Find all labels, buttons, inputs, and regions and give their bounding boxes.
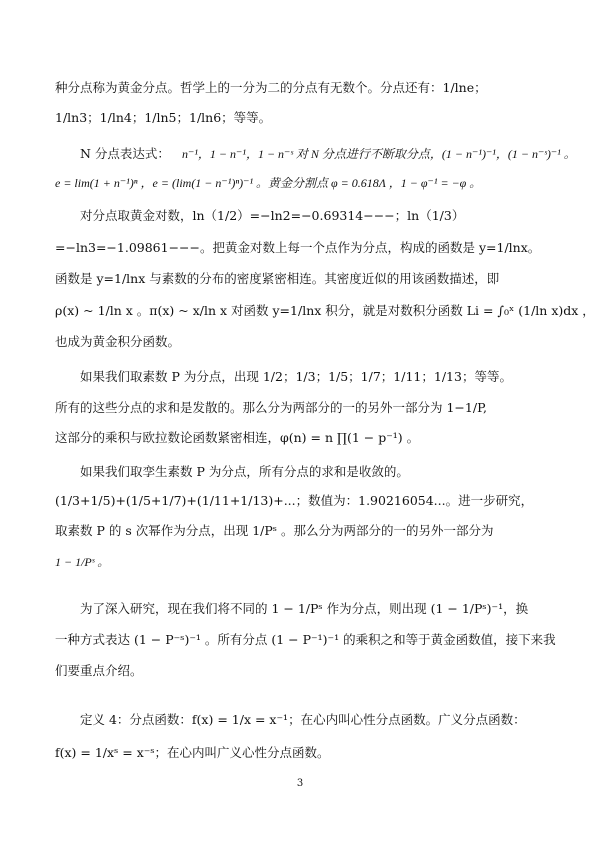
formula-line-4: n⁻¹，1 − n⁻¹，1 − n⁻ˢ 对 N 分点进行不断取分点，(1 − n⁻¹)⁻¹，(1 − n⁻ˢ)⁻¹ 。 bbox=[182, 147, 576, 161]
text-line-7: =−ln3=−1.09861−−−。把黄金对数上每一个点作为分点，构成的函数是 y=1/lnx。 bbox=[55, 240, 541, 255]
text-line-19: 一种方式表达 (1 − P⁻ˢ)⁻¹ 。所有分点 (1 − P⁻¹)⁻¹ 的乘积之和等于黄金函数值，接下来我 bbox=[55, 632, 556, 647]
text-line-6: 对分点取黄金对数，ln（1/2）=−ln2=−0.69314−−−；ln（1/3） bbox=[80, 208, 465, 223]
text-line-22: f(x) = 1/xˢ = x⁻ˢ；在心内叫广义心性分点函数。 bbox=[55, 745, 330, 760]
text-line-16: 取素数 P 的 s 次幂作为分点，出现 1/Pˢ 。那么分为两部分的一的另外一部分为 bbox=[55, 523, 494, 538]
formula-line-5: e = lim(1 + n⁻¹)ⁿ ，e = (lim(1 − n⁻¹)ⁿ)⁻¹ 。黄金分割点 φ = 0.618Λ ，1 − φ⁻¹ = −φ 。 bbox=[55, 176, 482, 190]
text-line-2: 1/ln3；1/ln4；1/ln5；1/ln6；等等。 bbox=[55, 110, 272, 125]
text-line-15: (1/3+1/5)+(1/5+1/7)+(1/11+1/13)+...；数值为：1.90216054...。进一步研究， bbox=[55, 493, 534, 508]
text-line-9: ρ(x) ~ 1/ln x 。π(x) ~ x/ln x 对函数 y=1/lnx 积分，就是对数积分函数 Li = ∫₀ˣ (1/ln x)dx ， bbox=[55, 303, 595, 318]
text-line-12: 所有的这些分点的求和是发散的。那么分为两部分的一的另外一部分为 1−1/P, bbox=[55, 400, 487, 415]
text-line-3: N 分点表达式： bbox=[80, 146, 170, 161]
text-line-13: 这部分的乘积与欧拉数论函数紧密相连，φ(n) = n ∏(1 − p⁻¹) 。 bbox=[55, 430, 420, 445]
page-number: 3 bbox=[296, 778, 304, 789]
text-line-11: 如果我们取素数 P 为分点，出现 1/2；1/3；1/5；1/7；1/11；1/13；等等。 bbox=[80, 369, 512, 384]
text-line-20: 们要重点介绍。 bbox=[55, 663, 143, 678]
text-line-18: 为了深入研究，现在我们将不同的 1 − 1/Pˢ 作为分点，则出现 (1 − 1/Pˢ)⁻¹，换 bbox=[80, 601, 529, 616]
formula-line-17: 1 − 1/Pˢ 。 bbox=[55, 555, 110, 569]
text-line-21: 定义 4：分点函数：f(x) = 1/x = x⁻¹；在心内叫心性分点函数。广义分点函数： bbox=[80, 712, 526, 727]
text-line-1: 种分点称为黄金分点。哲学上的一分为二的分点有无数个。分点还有：1/lne； bbox=[55, 80, 487, 95]
text-line-8: 函数是 y=1/lnx 与素数的分布的密度紧密相连。其密度近似的用该函数描述，即 bbox=[55, 271, 500, 286]
text-line-14: 如果我们取孪生素数 P 为分点，所有分点的求和是收敛的。 bbox=[80, 464, 409, 479]
text-line-10: 也成为黄金积分函数。 bbox=[55, 334, 181, 349]
